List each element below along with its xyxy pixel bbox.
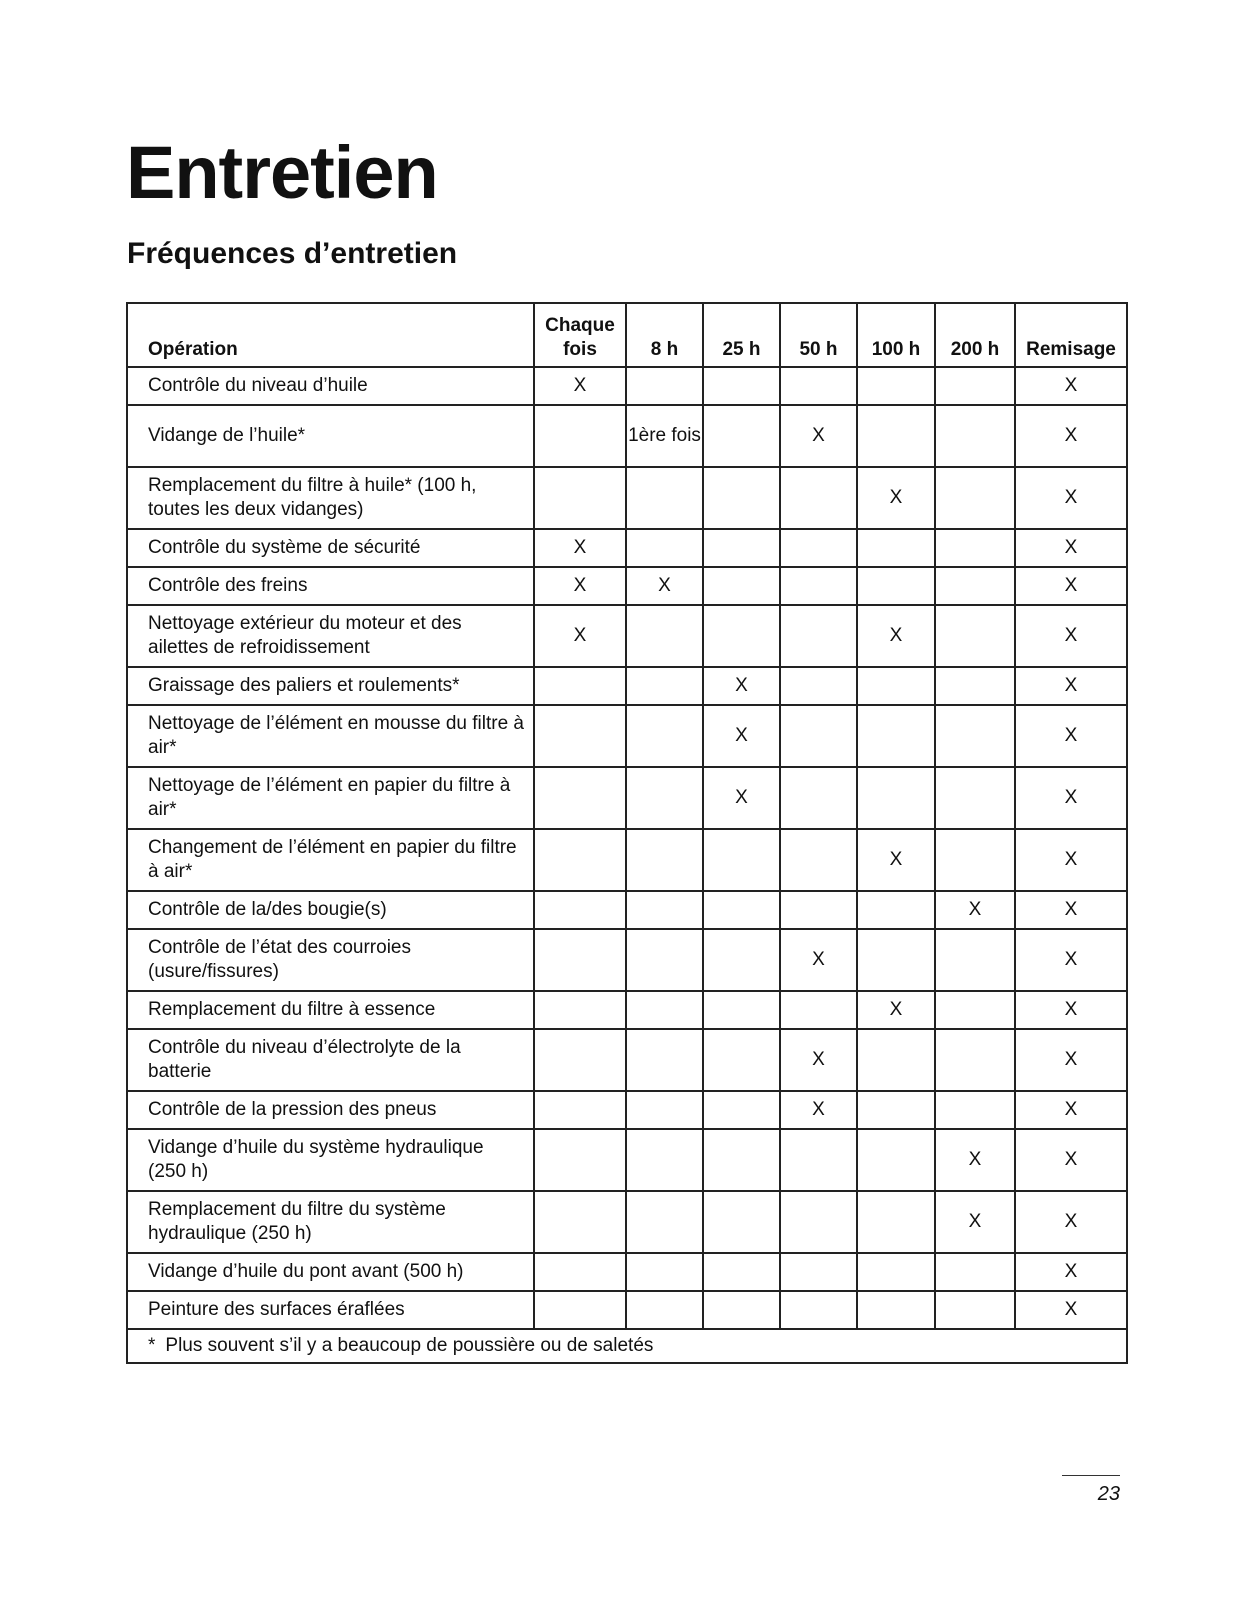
- operation-cell: Contrôle du système de sécurité: [127, 529, 534, 567]
- table-row: [127, 1091, 1127, 1129]
- operation-cell: Peinture des surfaces éraflées: [127, 1291, 534, 1329]
- interval-cell: X: [626, 567, 703, 605]
- interval-cell: X: [857, 605, 935, 667]
- interval-cell: [703, 605, 780, 667]
- interval-cell: X: [935, 1129, 1015, 1191]
- interval-cell: [626, 367, 703, 405]
- interval-cell: [780, 1291, 857, 1329]
- interval-cell: [780, 667, 857, 705]
- interval-cell: [534, 1253, 626, 1291]
- interval-cell: X: [1015, 929, 1127, 991]
- interval-cell: [857, 1253, 935, 1291]
- interval-cell: [780, 567, 857, 605]
- column-header-storage: Remisage: [1015, 303, 1127, 367]
- interval-cell: X: [780, 1091, 857, 1129]
- interval-cell: [534, 829, 626, 891]
- interval-cell: [534, 1129, 626, 1191]
- operation-cell: Nettoyage de l’élément en mousse du filtre à air*: [127, 705, 534, 767]
- interval-cell: [626, 1029, 703, 1091]
- interval-cell: [703, 929, 780, 991]
- interval-cell: [626, 1253, 703, 1291]
- interval-cell: X: [1015, 605, 1127, 667]
- interval-cell: [857, 567, 935, 605]
- interval-cell: [534, 1291, 626, 1329]
- interval-cell: [703, 405, 780, 467]
- interval-cell: X: [857, 467, 935, 529]
- interval-cell: X: [703, 705, 780, 767]
- table-row: [127, 1029, 1127, 1091]
- interval-cell: [534, 929, 626, 991]
- interval-cell: [626, 467, 703, 529]
- operation-cell: Remplacement du filtre du système hydraulique (250 h): [127, 1191, 534, 1253]
- interval-cell: [703, 1091, 780, 1129]
- operation-cell: Remplacement du filtre à essence: [127, 991, 534, 1029]
- interval-cell: [626, 529, 703, 567]
- interval-cell: [857, 405, 935, 467]
- interval-cell: 1ère fois: [626, 405, 703, 467]
- operation-cell: Vidange d’huile du système hydraulique (250 h): [127, 1129, 534, 1191]
- interval-cell: [626, 891, 703, 929]
- interval-cell: [626, 1091, 703, 1129]
- interval-cell: X: [1015, 467, 1127, 529]
- interval-cell: [780, 1253, 857, 1291]
- interval-cell: [935, 1029, 1015, 1091]
- table-row: [127, 929, 1127, 991]
- operation-cell: Contrôle de la pression des pneus: [127, 1091, 534, 1129]
- operation-cell: Vidange d’huile du pont avant (500 h): [127, 1253, 534, 1291]
- operation-cell: Vidange de l’huile*: [127, 405, 534, 467]
- interval-cell: [780, 367, 857, 405]
- interval-cell: [780, 891, 857, 929]
- interval-cell: X: [1015, 829, 1127, 891]
- column-header-25h: 25 h: [703, 303, 780, 367]
- interval-cell: X: [780, 1029, 857, 1091]
- interval-cell: [935, 1253, 1015, 1291]
- interval-cell: [935, 1091, 1015, 1129]
- interval-cell: X: [703, 767, 780, 829]
- interval-cell: X: [935, 891, 1015, 929]
- interval-cell: [935, 529, 1015, 567]
- page-number: 23: [1097, 1483, 1120, 1505]
- interval-cell: [703, 467, 780, 529]
- interval-cell: [857, 929, 935, 991]
- interval-cell: [626, 705, 703, 767]
- interval-cell: X: [1015, 667, 1127, 705]
- operation-cell: Contrôle des freins: [127, 567, 534, 605]
- interval-cell: [703, 367, 780, 405]
- interval-cell: [857, 367, 935, 405]
- interval-cell: X: [1015, 405, 1127, 467]
- interval-cell: [626, 667, 703, 705]
- interval-cell: [857, 667, 935, 705]
- interval-cell: X: [857, 829, 935, 891]
- interval-cell: [935, 991, 1015, 1029]
- interval-cell: [703, 1291, 780, 1329]
- interval-cell: [703, 1253, 780, 1291]
- interval-cell: [935, 467, 1015, 529]
- interval-cell: X: [534, 605, 626, 667]
- operation-cell: Changement de l’élément en papier du filtre à air*: [127, 829, 534, 891]
- interval-cell: [857, 891, 935, 929]
- interval-cell: [626, 1129, 703, 1191]
- column-header-200h: 200 h: [935, 303, 1015, 367]
- interval-cell: [534, 467, 626, 529]
- interval-cell: [857, 1129, 935, 1191]
- interval-cell: [780, 767, 857, 829]
- interval-cell: [703, 829, 780, 891]
- interval-cell: [626, 991, 703, 1029]
- interval-cell: [780, 605, 857, 667]
- interval-cell: [534, 991, 626, 1029]
- table-row: [127, 567, 1127, 605]
- operation-cell: Contrôle du niveau d’électrolyte de la batterie: [127, 1029, 534, 1091]
- interval-cell: X: [1015, 891, 1127, 929]
- interval-cell: X: [935, 1191, 1015, 1253]
- table-row: [127, 1291, 1127, 1329]
- interval-cell: [857, 529, 935, 567]
- interval-cell: X: [857, 991, 935, 1029]
- interval-cell: X: [1015, 705, 1127, 767]
- interval-cell: [534, 1029, 626, 1091]
- interval-cell: X: [1015, 767, 1127, 829]
- table-row: [127, 1129, 1127, 1191]
- interval-cell: [780, 1191, 857, 1253]
- interval-cell: [703, 529, 780, 567]
- interval-cell: [780, 991, 857, 1029]
- interval-cell: [626, 829, 703, 891]
- operation-cell: Graissage des paliers et roulements*: [127, 667, 534, 705]
- interval-cell: X: [780, 929, 857, 991]
- interval-cell: [857, 1291, 935, 1329]
- interval-cell: X: [1015, 529, 1127, 567]
- interval-cell: [626, 929, 703, 991]
- interval-cell: [703, 1191, 780, 1253]
- interval-cell: [626, 767, 703, 829]
- interval-cell: [703, 891, 780, 929]
- table-row: [127, 529, 1127, 567]
- interval-cell: [857, 705, 935, 767]
- interval-cell: X: [1015, 991, 1127, 1029]
- interval-cell: [935, 605, 1015, 667]
- table-row: [127, 405, 1127, 467]
- interval-cell: X: [1015, 1253, 1127, 1291]
- table-body: [127, 367, 1127, 1329]
- interval-cell: [534, 1091, 626, 1129]
- page-number-rule: [1062, 1475, 1120, 1476]
- interval-cell: [534, 767, 626, 829]
- table-row: [127, 705, 1127, 767]
- interval-cell: [626, 1291, 703, 1329]
- interval-cell: X: [780, 405, 857, 467]
- section-title: Fréquences d’entretien: [127, 237, 458, 270]
- interval-cell: [534, 705, 626, 767]
- interval-cell: [935, 567, 1015, 605]
- interval-cell: [935, 829, 1015, 891]
- table-row: [127, 991, 1127, 1029]
- interval-cell: X: [1015, 367, 1127, 405]
- footnote-text: Plus souvent s’il y a beaucoup de poussière ou de saletés: [165, 1335, 654, 1356]
- page-title: Entretien: [126, 131, 438, 214]
- operation-cell: Contrôle de la/des bougie(s): [127, 891, 534, 929]
- table-row: [127, 1253, 1127, 1291]
- interval-cell: [780, 467, 857, 529]
- operation-cell: Remplacement du filtre à huile* (100 h, toutes les deux vidanges): [127, 467, 534, 529]
- interval-cell: X: [1015, 1091, 1127, 1129]
- interval-cell: [534, 891, 626, 929]
- column-header-100h: 100 h: [857, 303, 935, 367]
- column-header-operation: Opération: [127, 303, 534, 367]
- interval-cell: X: [703, 667, 780, 705]
- table-row: [127, 467, 1127, 529]
- interval-cell: X: [534, 529, 626, 567]
- interval-cell: [626, 605, 703, 667]
- table-row: [127, 667, 1127, 705]
- interval-cell: [935, 367, 1015, 405]
- interval-cell: [935, 405, 1015, 467]
- interval-cell: [857, 767, 935, 829]
- interval-cell: X: [1015, 1191, 1127, 1253]
- interval-cell: [703, 1129, 780, 1191]
- interval-cell: [780, 705, 857, 767]
- interval-cell: [857, 1191, 935, 1253]
- interval-cell: [780, 1129, 857, 1191]
- operation-cell: Contrôle de l’état des courroies (usure/fissures): [127, 929, 534, 991]
- footnote-row: [127, 1329, 1127, 1363]
- interval-cell: [935, 929, 1015, 991]
- maintenance-schedule-table: [126, 302, 1128, 1364]
- interval-cell: [534, 667, 626, 705]
- footnote-cell: [127, 1329, 1127, 1363]
- operation-cell: Nettoyage de l’élément en papier du filtre à air*: [127, 767, 534, 829]
- interval-cell: [703, 1029, 780, 1091]
- operation-cell: Nettoyage extérieur du moteur et des ailettes de refroidissement: [127, 605, 534, 667]
- interval-cell: X: [1015, 1029, 1127, 1091]
- table-header-row: [127, 303, 1127, 367]
- interval-cell: X: [1015, 1129, 1127, 1191]
- table-row: [127, 367, 1127, 405]
- column-header-8h: 8 h: [626, 303, 703, 367]
- interval-cell: [935, 1291, 1015, 1329]
- interval-cell: X: [534, 567, 626, 605]
- interval-cell: [534, 405, 626, 467]
- table-row: [127, 605, 1127, 667]
- footnote-mark: *: [148, 1335, 156, 1356]
- table-row: [127, 1191, 1127, 1253]
- interval-cell: [857, 1029, 935, 1091]
- interval-cell: [857, 1091, 935, 1129]
- interval-cell: [935, 705, 1015, 767]
- table-row: [127, 767, 1127, 829]
- interval-cell: [780, 529, 857, 567]
- interval-cell: [935, 767, 1015, 829]
- table-row: [127, 891, 1127, 929]
- interval-cell: X: [534, 367, 626, 405]
- interval-cell: [780, 829, 857, 891]
- interval-cell: [534, 1191, 626, 1253]
- interval-cell: [703, 991, 780, 1029]
- interval-cell: [703, 567, 780, 605]
- interval-cell: [935, 667, 1015, 705]
- interval-cell: X: [1015, 567, 1127, 605]
- table-row: [127, 829, 1127, 891]
- column-header-50h: 50 h: [780, 303, 857, 367]
- operation-cell: Contrôle du niveau d’huile: [127, 367, 534, 405]
- interval-cell: [626, 1191, 703, 1253]
- column-header-each-time: Chaque fois: [534, 303, 626, 367]
- interval-cell: X: [1015, 1291, 1127, 1329]
